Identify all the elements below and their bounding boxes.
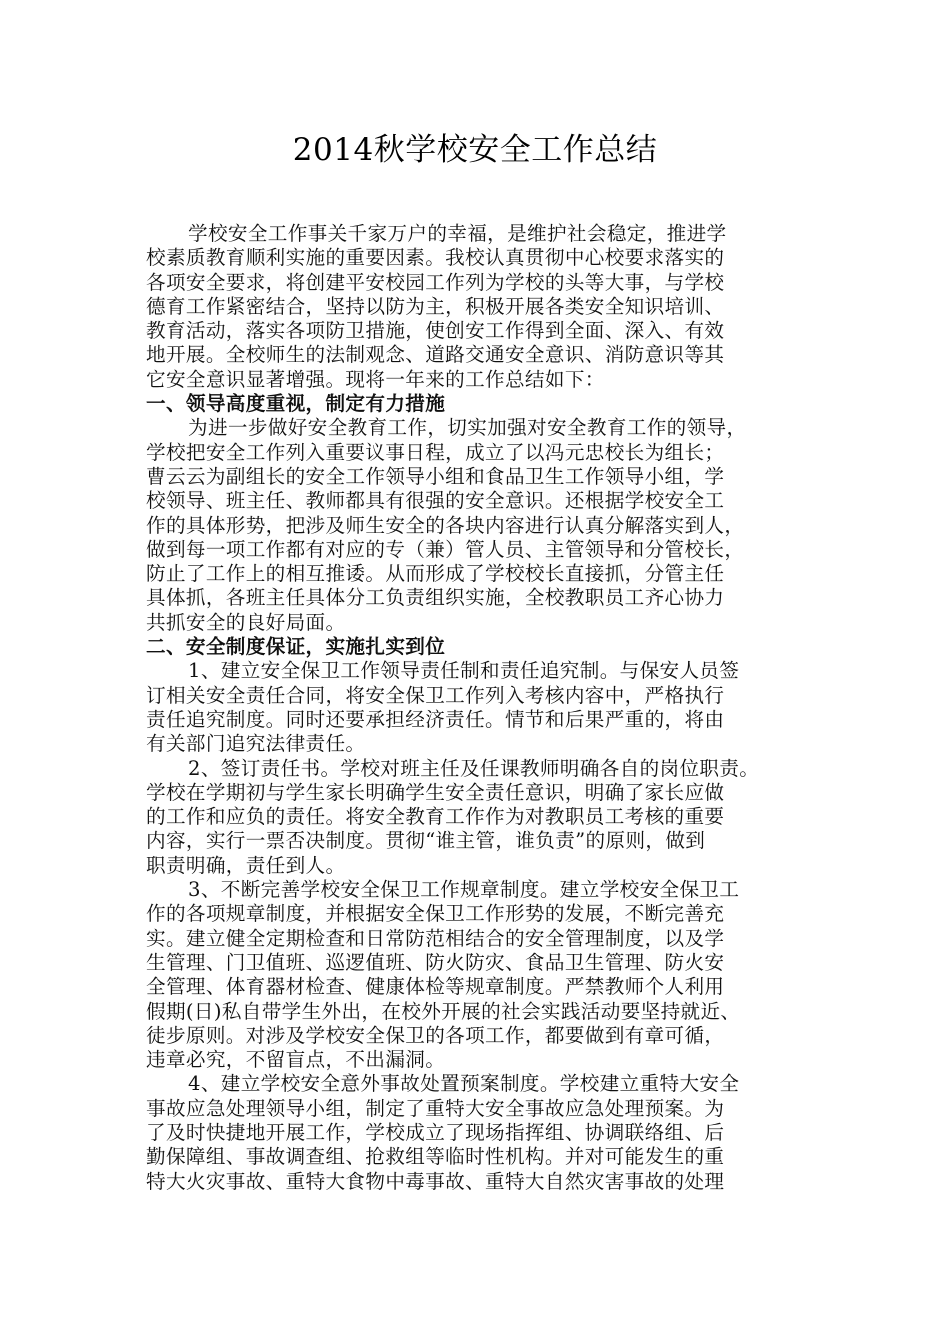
section-heading: 二、安全制度保证，实施扎实到位 (146, 635, 446, 659)
paragraph-line: 全管理、体育器材检查、健康体检等规章制度。严禁教师个人利用 (146, 975, 725, 999)
paragraph-line: 的工作和应负的责任。将安全教育工作作为对教职员工考核的重要 (146, 805, 725, 829)
paragraph-line: 德育工作紧密结合，坚持以防为主，积极开展各类安全知识培训、 (146, 294, 725, 318)
paragraph-line: 徒步原则。对涉及学校安全保卫的各项工作，都要做到有章可循， (146, 1023, 725, 1047)
paragraph-line: 防止了工作上的相互推诿。从而形成了学校校长直接抓，分管主任 (146, 562, 725, 586)
paragraph-line: 3、不断完善学校安全保卫工作规章制度。建立学校安全保卫工 (188, 878, 740, 902)
paragraph-line: 有关部门追究法律责任。 (146, 732, 366, 756)
paragraph-line: 它安全意识显著增强。现将一年来的工作总结如下： (146, 367, 605, 391)
paragraph-line: 订相关安全责任合同，将安全保卫工作列入考核内容中，严格执行 (146, 683, 725, 707)
paragraph-line: 特大火灾事故、重特大食物中毒事故、重特大自然灾害事故的处理 (146, 1169, 725, 1193)
paragraph-line: 1、建立安全保卫工作领导责任制和责任追究制。与保安人员签 (188, 659, 740, 683)
paragraph-line: 实。建立健全定期检查和日常防范相结合的安全管理制度，以及学 (146, 926, 725, 950)
paragraph-line: 曹云云为副组长的安全工作领导小组和食品卫生工作领导小组，学 (146, 464, 725, 488)
paragraph-line: 具体抓，各班主任具体分工负责组织实施，全校教职员工齐心协力 (146, 586, 725, 610)
paragraph-line: 学校把安全工作列入重要议事日程，成立了以冯元忠校长为组长； (146, 440, 725, 464)
paragraph-line: 各项安全要求，将创建平安校园工作列为学校的头等大事，与学校 (146, 270, 725, 294)
paragraph-line: 教育活动，落实各项防卫措施，使创安工作得到全面、深入、有效 (146, 319, 725, 343)
paragraph-line: 事故应急处理领导小组，制定了重特大安全事故应急处理预案。为 (146, 1096, 725, 1120)
paragraph-line: 了及时快捷地开展工作，学校成立了现场指挥组、协调联络组、后 (146, 1120, 725, 1144)
paragraph-line: 4、建立学校安全意外事故处置预案制度。学校建立重特大安全 (188, 1072, 740, 1096)
paragraph-line: 作的具体形势，把涉及师生安全的各块内容进行认真分解落实到人， (146, 513, 745, 537)
paragraph-line: 假期(日)私自带学生外出，在校外开展的社会实践活动要坚持就近、 (146, 999, 741, 1023)
paragraph-line: 责任追究制度。同时还要承担经济责任。情节和后果严重的，将由 (146, 707, 725, 731)
paragraph-line: 2、签订责任书。学校对班主任及任课教师明确各自的岗位职责。 (188, 756, 760, 780)
paragraph-line: 地开展。全校师生的法制观念、道路交通安全意识、消防意识等其 (146, 343, 725, 367)
paragraph-line: 勤保障组、事故调查组、抢救组等临时性机构。并对可能发生的重 (146, 1145, 725, 1169)
paragraph-line: 作的各项规章制度，并根据安全保卫工作形势的发展，不断完善充 (146, 902, 725, 926)
paragraph-line: 职责明确，责任到人。 (146, 853, 346, 877)
paragraph-line: 校素质教育顺利实施的重要因素。我校认真贯彻中心校要求落实的 (146, 246, 725, 270)
paragraph-line: 为进一步做好安全教育工作，切实加强对安全教育工作的领导， (188, 416, 747, 440)
document-title: 2014秋学校安全工作总结 (292, 132, 658, 168)
paragraph-line: 学校安全工作事关千家万户的幸福，是维护社会稳定，推进学 (188, 222, 727, 245)
section-heading: 一、领导高度重视，制定有力措施 (146, 392, 446, 416)
paragraph-line: 违章必究，不留盲点，不出漏洞。 (146, 1048, 446, 1072)
paragraph-line: 校领导、班主任、教师都具有很强的安全意识。还根据学校安全工 (146, 489, 725, 513)
paragraph-line: 学校在学期初与学生家长明确学生安全责任意识，明确了家长应做 (146, 780, 725, 804)
paragraph-line: 生管理、门卫值班、巡逻值班、防火防灾、食品卫生管理、防火安 (146, 950, 725, 974)
document-body (146, 222, 826, 1194)
paragraph-line: 内容，实行一票否决制度。贯彻“谁主管，谁负责”的原则，做到 (146, 829, 706, 853)
paragraph-line: 共抓安全的良好局面。 (146, 610, 346, 634)
paragraph-line: 做到每一项工作都有对应的专（兼）管人员、主管领导和分管校长， (146, 537, 745, 561)
